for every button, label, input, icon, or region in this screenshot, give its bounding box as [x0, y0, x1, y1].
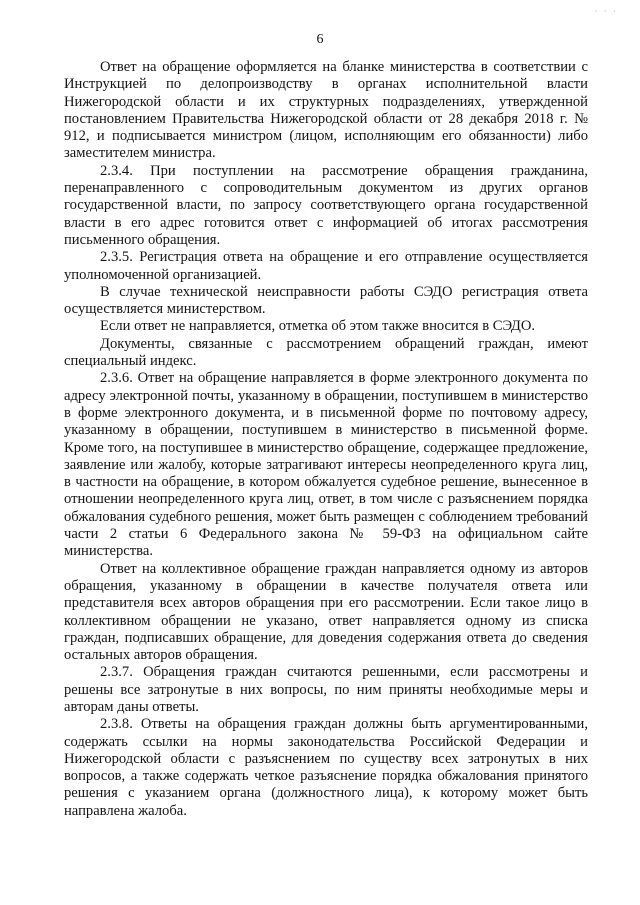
paragraph-sedo-malfunction: В случае технической неисправности работы СЭДО регистрация ответа осуществляется министерством. — [64, 283, 588, 318]
paragraph-response-form: Ответ на обращение оформляется на бланке министерства в соответствии с Инструкцией по делопроизводству в органах исполнительной власти Нижегородской области и их структурных подразделениях, утвержденной постановлением Правительства Нижегородской области от 28 декабря 2018 г. № 912, и подписывается министром (лицом, исполняющим его обязанности) либо заместителем министра. — [64, 59, 588, 162]
scan-artifact: · · · — [594, 6, 618, 16]
paragraph-2-3-4: 2.3.4. При поступлении на рассмотрение обращения гражданина, перенаправленного с сопроводительным документом из других органов государственной власти, по запросу соответствующего органа государственной власти в его адрес готовится ответ с информацией об итогах рассмотрения письменного обращения. — [64, 162, 588, 248]
paragraph-2-3-6: 2.3.6. Ответ на обращение направляется в форме электронного документа по адресу электронной почты, указанному в обращении, поступившем в министерство в форме электронного документа, и в письменной форме по почтовому адресу, указанному в обращении, поступившем в министерство в письменной форме. Кроме того, на поступившее в министерство обращение, содержащее предложение, заявление или жалобу, которые затрагивают интересы неопределенного круга лиц, в частности на обращение, в котором обжалуется судебное решение, вынесенное в отношении неопределенного круга лиц, ответ, в том числе с разъяснением порядка обжалования судебного решения, может быть размещен с соблюдением требований части 2 статьи 6 Федерального закона № 59-ФЗ на официальном сайте министерства. — [64, 370, 588, 560]
paragraph-sedo-note: Если ответ не направляется, отметка об этом также вносится в СЭДО. — [100, 318, 536, 335]
document-body — [64, 59, 588, 820]
paragraph-collective-appeal: Ответ на коллективное обращение граждан направляется одному из авторов обращения, указанному в обращении в качестве получателя ответа или представителя всех авторов обращения при его рассмотрении. Если такое лицо в коллективном обращении не указано, ответ направляется одному из списка граждан, подписавших обращение, для доведения содержания ответа до сведения остальных авторов обращения. — [64, 560, 588, 664]
paragraph-2-3-5: 2.3.5. Регистрация ответа на обращение и его отправление осуществляется уполномоченной организацией. — [64, 249, 588, 283]
page-number: 6 — [316, 32, 324, 47]
paragraph-2-3-8: 2.3.8. Ответы на обращения граждан должны быть аргументированными, содержать ссылки на нормы законодательства Российской Федерации и Нижегородской области с разъяснением по существу всех затронутых в них вопросов, а также содержать четкое разъяснение порядка обжалования принятого решения с указанием органа (должностного лица), к которому может быть направлена жалоба. — [64, 716, 588, 819]
paragraph-2-3-7: 2.3.7. Обращения граждан считаются решенными, если рассмотрены и решены все затронутые в них вопросы, по ним приняты необходимые меры и авторам даны ответы. — [64, 664, 588, 715]
paragraph-special-index: Документы, связанные с рассмотрением обращений граждан, имеют специальный индекс. — [64, 335, 588, 370]
